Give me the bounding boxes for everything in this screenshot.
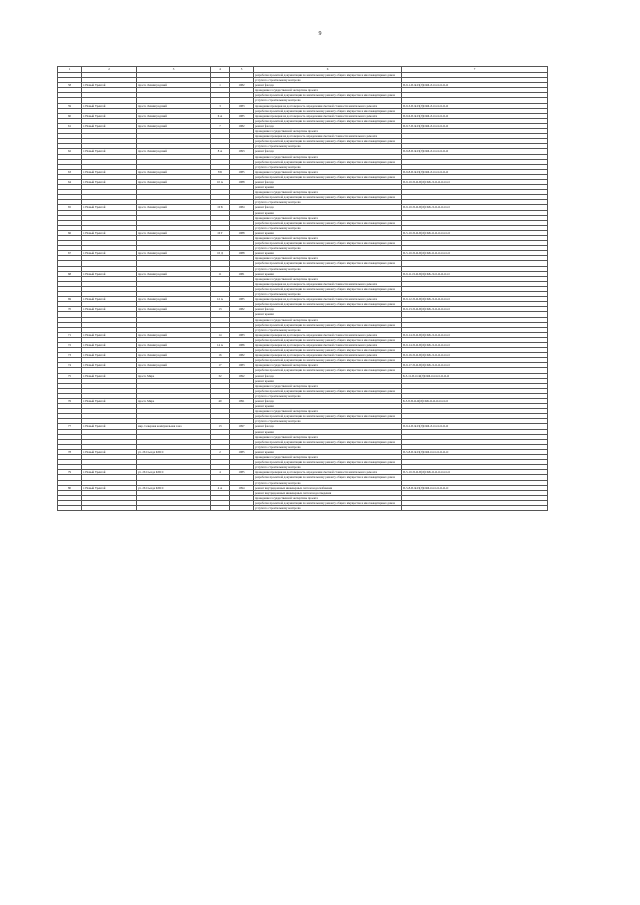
- work-type: проведение проверки на достоверность определения сметной стоимости капитального ремонта: [254, 134, 402, 139]
- work-type: разработка проектной документации по капитальному ремонту общего имущества в многоквартирных домах: [254, 368, 402, 373]
- house-number-cell: 13: [211, 424, 230, 429]
- row-number: 74: [58, 363, 82, 368]
- work-type: проведение государственной экспертизы проекта: [254, 129, 402, 134]
- work-type: проведение государственной экспертизы проекта: [254, 88, 402, 93]
- house-number-cell: 6 А: [211, 113, 230, 118]
- work-type: ремонт фасада: [254, 424, 402, 429]
- city-cell: г. Новый Уренгой: [82, 83, 137, 88]
- work-type: разработка проектной документации по капитальному ремонту общего имущества в многоквартирных домах: [254, 348, 402, 353]
- year-cell: 1982: [230, 123, 254, 128]
- work-type: разработка проектной документации по капитальному ремонту общего имущества в многоквартирных домах: [254, 337, 402, 342]
- work-type: разработка проектной документации по капитальному ремонту общего имущества в многоквартирных домах: [254, 139, 402, 144]
- row-number: 76: [58, 399, 82, 404]
- house-number-cell: 3: [211, 103, 230, 108]
- city-cell: г. Новый Уренгой: [82, 485, 137, 490]
- work-type: ремонт фасада: [254, 149, 402, 154]
- city-cell: г. Новый Уренгой: [82, 470, 137, 475]
- street-cell: мкр. Северная коммунальная зона: [137, 424, 211, 429]
- work-type: ремонт фасада: [254, 307, 402, 312]
- work-type: разработка проектной документации по капитальному ремонту общего имущества в многоквартирных домах: [254, 460, 402, 465]
- work-type: услуги по строительному контролю: [254, 98, 402, 103]
- house-number-cell: 2: [211, 449, 230, 454]
- work-type: проведение государственной экспертизы проекта: [254, 434, 402, 439]
- work-type: разработка проектной документации по капитальному ремонту общего имущества в многоквартирных домах: [254, 73, 402, 78]
- work-type: ремонт крыши: [254, 230, 402, 235]
- city-cell: г. Новый Уренгой: [82, 297, 137, 302]
- estimate-code: Б-5-11-П-О-Я(Л)СКБ-О-О-О-О-О-О: [402, 373, 548, 378]
- estimate-code: П-9-8-П-Я-П(Л)СКБ-Л-О-О-О-О-О: [402, 169, 548, 174]
- house-number-cell: 10 Г: [211, 230, 230, 235]
- work-type: проведение государственной экспертизы проекта: [254, 215, 402, 220]
- street-cell: просп. Мира: [137, 399, 211, 404]
- column-number: 6: [254, 67, 402, 73]
- house-number-cell: 11: [211, 271, 230, 276]
- house-number-cell: 10 А: [211, 179, 230, 184]
- house-number-cell: 14: [211, 332, 230, 337]
- row-number: 80: [58, 485, 82, 490]
- work-type: ремонт фасада: [254, 373, 402, 378]
- year-cell: 1994: [230, 485, 254, 490]
- row-number: 66: [58, 230, 82, 235]
- city-cell: г. Новый Уренгой: [82, 251, 137, 256]
- street-cell: ул. 26 Съезда КПСС: [137, 470, 211, 475]
- estimate-code: П-9-2-П-Я-П(Л)СКБ-Л-О-О-О-О-О: [402, 424, 548, 429]
- city-cell: г. Новый Уренгой: [82, 332, 137, 337]
- work-type: разработка проектной документации по капитальному ремонту общего имущества в многоквартирных домах: [254, 358, 402, 363]
- estimate-code: П-9-8-П-Я-П(Л)СКБ-Л-О-О-О-О-О: [402, 149, 548, 154]
- work-type: ремонт крыши: [254, 378, 402, 383]
- estimate-code: П-9-3-П-Я-П(Л)СКБ-Л-О-О-О-О-О: [402, 103, 548, 108]
- row-number: 72: [58, 342, 82, 347]
- work-type: проведение проверки на достоверность определения сметной стоимости капитального ремонта: [254, 297, 402, 302]
- street-cell: просп. Ленинградский: [137, 342, 211, 347]
- street-cell: просп. Ленинградский: [137, 297, 211, 302]
- row-number: 65: [58, 205, 82, 210]
- city-cell: г. Новый Уренгой: [82, 271, 137, 276]
- house-number-cell: 4 А: [211, 485, 230, 490]
- house-number-cell: 32: [211, 373, 230, 378]
- work-type: ремонт внутридомовых инженерных систем водоотведения: [254, 490, 402, 495]
- estimate-code: П-9-1-П-Я-П(Л)СКБ-Л-О-О-О-О-О: [402, 83, 548, 88]
- work-type: разработка проектной документации по капитальному ремонту общего имущества в многоквартирных домах: [254, 220, 402, 225]
- street-cell: просп. Ленинградский: [137, 251, 211, 256]
- year-cell: 1985: [230, 113, 254, 118]
- estimate-code: П-9-14-П-Я-П(Л)СКБ-Л-О-О-О-О-О: [402, 332, 548, 337]
- work-type: разработка проектной документации по капитальному ремонту общего имущества в многоквартирных домах: [254, 118, 402, 123]
- estimate-code: П-5-10-П-Я-П(Л)СКБ-О-О-О-О-О-О: [402, 251, 548, 256]
- work-type: ремонт крыши: [254, 404, 402, 409]
- work-type: проведение государственной экспертизы проекта: [254, 363, 402, 368]
- row-number: 73: [58, 353, 82, 358]
- year-cell: 1982: [230, 353, 254, 358]
- house-number-cell: 17: [211, 363, 230, 368]
- work-type: ремонт фасада: [254, 205, 402, 210]
- year-cell: 1985: [230, 169, 254, 174]
- work-type: проведение государственной экспертизы проекта: [254, 495, 402, 500]
- work-schedule-table: [57, 66, 548, 511]
- work-type: разработка проектной документации по капитальному ремонту общего имущества в многоквартирных домах: [254, 286, 402, 291]
- work-type: проведение проверки на достоверность определения сметной стоимости капитального ремонта: [254, 281, 402, 286]
- year-cell: 1983: [230, 103, 254, 108]
- house-number-cell: 12 А: [211, 297, 230, 302]
- year-cell: 1991: [230, 399, 254, 404]
- row-number: 63: [58, 169, 82, 174]
- row-number: 71: [58, 332, 82, 337]
- work-type: ремонт фасада: [254, 123, 402, 128]
- row-number: 64: [58, 179, 82, 184]
- work-type: проведение государственной экспертизы проекта: [254, 190, 402, 195]
- work-type: разработка проектной документации по капитальному ремонту общего имущества в многоквартирных домах: [254, 108, 402, 113]
- year-cell: 1993: [230, 149, 254, 154]
- estimate-code: П-9-7-П-Я-П(Л)СКБ-Л-О-О-О-О-О: [402, 123, 548, 128]
- estimate-code: П-9-10-П-Я-П(Л)СКБ-Л-О-О-О-О-О: [402, 205, 548, 210]
- year-cell: 1982: [230, 307, 254, 312]
- work-type: услуги по строительному контролю: [254, 327, 402, 332]
- year-cell: 1981: [230, 271, 254, 276]
- row-number: 75: [58, 373, 82, 378]
- column-number: 3: [137, 67, 211, 73]
- year-cell: 1983: [230, 363, 254, 368]
- work-type: проведение государственной экспертизы проекта: [254, 317, 402, 322]
- city-cell: г. Новый Уренгой: [82, 424, 137, 429]
- work-type: ремонт крыши: [254, 429, 402, 434]
- work-type: услуги по строительному контролю: [254, 505, 402, 510]
- work-type: ремонт фасада: [254, 179, 402, 184]
- house-number-cell: 10 Б: [211, 205, 230, 210]
- work-type: проведение государственной экспертизы проекта: [254, 256, 402, 261]
- year-cell: 1983: [230, 332, 254, 337]
- street-cell: просп. Ленинградский: [137, 83, 211, 88]
- street-cell: просп. Ленинградский: [137, 113, 211, 118]
- estimate-code: П-9-6-П-Я-П(Л)СКБ-Л-О-О-О-О-О: [402, 113, 548, 118]
- year-cell: 1988: [230, 179, 254, 184]
- city-cell: г. Новый Уренгой: [82, 205, 137, 210]
- city-cell: г. Новый Уренгой: [82, 179, 137, 184]
- work-type: услуги по строительному контролю: [254, 444, 402, 449]
- row-number: 60: [58, 113, 82, 118]
- row-number: 70: [58, 307, 82, 312]
- street-cell: просп. Ленинградский: [137, 103, 211, 108]
- year-cell: 1984: [230, 205, 254, 210]
- row-number: 77: [58, 424, 82, 429]
- year-cell: 1982: [230, 83, 254, 88]
- work-type: услуги по строительному контролю: [254, 78, 402, 83]
- work-type: разработка проектной документации по капитальному ремонту общего имущества в многоквартирных домах: [254, 195, 402, 200]
- work-type: услуги по строительному контролю: [254, 266, 402, 271]
- street-cell: просп. Ленинградский: [137, 123, 211, 128]
- row-number: 69: [58, 297, 82, 302]
- city-cell: г. Новый Уренгой: [82, 449, 137, 454]
- year-cell: 1997: [230, 424, 254, 429]
- column-number: 5: [230, 67, 254, 73]
- work-type: разработка проектной документации по капитальному ремонту общего имущества в многоквартирных домах: [254, 174, 402, 179]
- work-type: ремонт крыши: [254, 185, 402, 190]
- city-cell: г. Новый Уренгой: [82, 113, 137, 118]
- estimate-code: П-9-17-П-Я-П(Л)СКБ-Л-О-О-О-О-О: [402, 363, 548, 368]
- city-cell: г. Новый Уренгой: [82, 399, 137, 404]
- city-cell: г. Новый Уренгой: [82, 363, 137, 368]
- row-number: 78: [58, 449, 82, 454]
- work-type: ремонт крыши: [254, 271, 402, 276]
- work-type: ремонт крыши: [254, 210, 402, 215]
- work-type: услуги по строительному контролю: [254, 225, 402, 230]
- work-type: услуги по строительному контролю: [254, 292, 402, 297]
- column-number: 1: [58, 67, 82, 73]
- year-cell: 1985: [230, 297, 254, 302]
- estimate-code: Б-5-8-П-О-Я(Л)СКБ-О-О-О-О-О-О: [402, 399, 548, 404]
- work-type: ремонт крыши: [254, 312, 402, 317]
- city-cell: г. Новый Уренгой: [82, 169, 137, 174]
- row-number: 79: [58, 470, 82, 475]
- work-type: услуги по строительному контролю: [254, 246, 402, 251]
- city-cell: г. Новый Уренгой: [82, 149, 137, 154]
- estimate-code: П-5-10-П-Я-П(Л)СКБ-О-О-О-О-О-О: [402, 230, 548, 235]
- work-type: разработка проектной документации по капитальному ремонту общего имущества в многоквартирных домах: [254, 439, 402, 444]
- work-type: услуги по строительному контролю: [254, 200, 402, 205]
- house-number-cell: 14 А: [211, 342, 230, 347]
- work-type: проведение государственной экспертизы проекта: [254, 383, 402, 388]
- work-type: услуги по строительному контролю: [254, 465, 402, 470]
- street-cell: просп. Ленинградский: [137, 332, 211, 337]
- street-cell: просп. Ленинградский: [137, 307, 211, 312]
- work-type: проведение проверки на достоверность определения сметной стоимости капитального ремонта: [254, 353, 402, 358]
- estimate-code: П-9-12-П-Я-П(Л)СКБ-Л-О-О-О-О-О: [402, 297, 548, 302]
- estimate-code: П-9-11-П-Я-П(Л)СКБ-Л-О-О-О-О-О: [402, 271, 548, 276]
- street-cell: просп. Ленинградский: [137, 149, 211, 154]
- city-cell: г. Новый Уренгой: [82, 353, 137, 358]
- work-type: ремонт фасада: [254, 399, 402, 404]
- estimate-code: П-9-13-П-Я-П(Л)СКБ-Л-О-О-О-О-О: [402, 307, 548, 312]
- work-type: разработка проектной документации по капитальному ремонту общего имущества в многоквартирных домах: [254, 241, 402, 246]
- estimate-code: П-5-8-П-Я-П(Л)СКБ-О-О-О-О-О-О: [402, 485, 548, 490]
- page-number: 9: [318, 31, 322, 37]
- work-type: разработка проектной документации по капитальному ремонту общего имущества в многоквартирных домах: [254, 475, 402, 480]
- city-cell: г. Новый Уренгой: [82, 373, 137, 378]
- work-type: проведение государственной экспертизы проекта: [254, 409, 402, 414]
- city-cell: г. Новый Уренгой: [82, 103, 137, 108]
- column-number: 4: [211, 67, 230, 73]
- work-type: услуги по строительному контролю: [254, 164, 402, 169]
- estimate-code: П-9-10-П-Я-П(Л)СКБ-Л-О-О-О-О-О: [402, 179, 548, 184]
- estimate-code: П-9-14-П-Я-П(Л)СКБ-Л-О-О-О-О-О: [402, 342, 548, 347]
- work-type: разработка проектной документации по капитальному ремонту общего имущества в многоквартирных домах: [254, 159, 402, 164]
- house-number-cell: 10 Д: [211, 251, 230, 256]
- house-number-cell: 13: [211, 307, 230, 312]
- work-type: ремонт фасада: [254, 83, 402, 88]
- row-number: 59: [58, 103, 82, 108]
- house-number-cell: 7: [211, 123, 230, 128]
- work-type: проведение государственной экспертизы проекта: [254, 236, 402, 241]
- work-type: ремонт крыши: [254, 449, 402, 454]
- house-number-cell: 1: [211, 83, 230, 88]
- house-number-cell: 40: [211, 399, 230, 404]
- work-type: проведение государственной экспертизы проекта: [254, 276, 402, 281]
- work-type: услуги по строительному контролю: [254, 480, 402, 485]
- year-cell: 1988: [230, 230, 254, 235]
- street-cell: ул. 26 Съезда КПСС: [137, 485, 211, 490]
- work-type: разработка проектной документации по капитальному ремонту общего имущества в многоквартирных домах: [254, 261, 402, 266]
- year-cell: 1985: [230, 470, 254, 475]
- city-cell: г. Новый Уренгой: [82, 342, 137, 347]
- work-type: разработка проектной документации по капитальному ремонту общего имущества в многоквартирных домах: [254, 414, 402, 419]
- year-cell: 1988: [230, 251, 254, 256]
- house-number-cell: 16: [211, 353, 230, 358]
- street-cell: просп. Ленинградский: [137, 230, 211, 235]
- street-cell: просп. Ленинградский: [137, 363, 211, 368]
- work-type: разработка проектной документации по капитальному ремонту общего имущества в многоквартирных домах: [254, 500, 402, 505]
- city-cell: г. Новый Уренгой: [82, 307, 137, 312]
- street-cell: ул. 26 Съезда КПСС: [137, 449, 211, 454]
- work-type: проведение государственной экспертизы проекта: [254, 455, 402, 460]
- estimate-code: П-5-8-П-Я-П(Л)СКБ-О-О-О-О-О-О: [402, 449, 548, 454]
- street-cell: просп. Ленинградский: [137, 179, 211, 184]
- work-type: разработка проектной документации по капитальному ремонту общего имущества в многоквартирных домах: [254, 322, 402, 327]
- row-number: 68: [58, 271, 82, 276]
- street-cell: просп. Ленинградский: [137, 205, 211, 210]
- work-type: проведение проверки на достоверность определения сметной стоимости капитального ремонта: [254, 342, 402, 347]
- work-type: проведение проверки на достоверность определения сметной стоимости капитального ремонта: [254, 103, 402, 108]
- year-cell: 1986: [230, 342, 254, 347]
- column-number: 7: [402, 67, 548, 73]
- column-number: 2: [82, 67, 137, 73]
- year-cell: 1992: [230, 373, 254, 378]
- work-subrow: [58, 505, 548, 510]
- work-type: проведение проверки на достоверность определения сметной стоимости капитального ремонта: [254, 470, 402, 475]
- year-cell: 1985: [230, 449, 254, 454]
- work-type: ремонт внутридомовых инженерных систем водоснабжения: [254, 485, 402, 490]
- row-number: 58: [58, 83, 82, 88]
- house-number-cell: 8 Б: [211, 169, 230, 174]
- estimate-code: П-5-10-П-Я-П(Л)СКБ-О-О-О-О-О-О: [402, 470, 548, 475]
- work-type: услуги по строительному контролю: [254, 144, 402, 149]
- row-number: 62: [58, 149, 82, 154]
- work-type: разработка проектной документации по капитальному ремонту общего имущества в многоквартирных домах: [254, 388, 402, 393]
- work-type: ремонт крыши: [254, 251, 402, 256]
- row-number: 67: [58, 251, 82, 256]
- city-cell: г. Новый Уренгой: [82, 230, 137, 235]
- work-type: проведение государственной экспертизы проекта: [254, 154, 402, 159]
- street-cell: просп. Мира: [137, 373, 211, 378]
- work-type: проведение государственной экспертизы проекта: [254, 169, 402, 174]
- street-cell: просп. Ленинградский: [137, 169, 211, 174]
- house-number-cell: 8 А: [211, 149, 230, 154]
- work-type: разработка проектной документации по капитальному ремонту общего имущества в многоквартирных домах: [254, 93, 402, 98]
- street-cell: просп. Ленинградский: [137, 271, 211, 276]
- work-type: услуги по строительному контролю: [254, 393, 402, 398]
- work-type: разработка проектной документации по капитальному ремонту общего имущества в многоквартирных домах: [254, 302, 402, 307]
- work-type: услуги по строительному контролю: [254, 419, 402, 424]
- work-type: проведение проверки на достоверность определения сметной стоимости капитального ремонта: [254, 332, 402, 337]
- estimate-code: П-9-16-П-Я-П(Л)СКБ-Л-О-О-О-О-О: [402, 353, 548, 358]
- work-type: проведение проверки на достоверность определения сметной стоимости капитального ремонта: [254, 113, 402, 118]
- house-number-cell: 4: [211, 470, 230, 475]
- city-cell: г. Новый Уренгой: [82, 123, 137, 128]
- row-number: 61: [58, 123, 82, 128]
- street-cell: просп. Ленинградский: [137, 353, 211, 358]
